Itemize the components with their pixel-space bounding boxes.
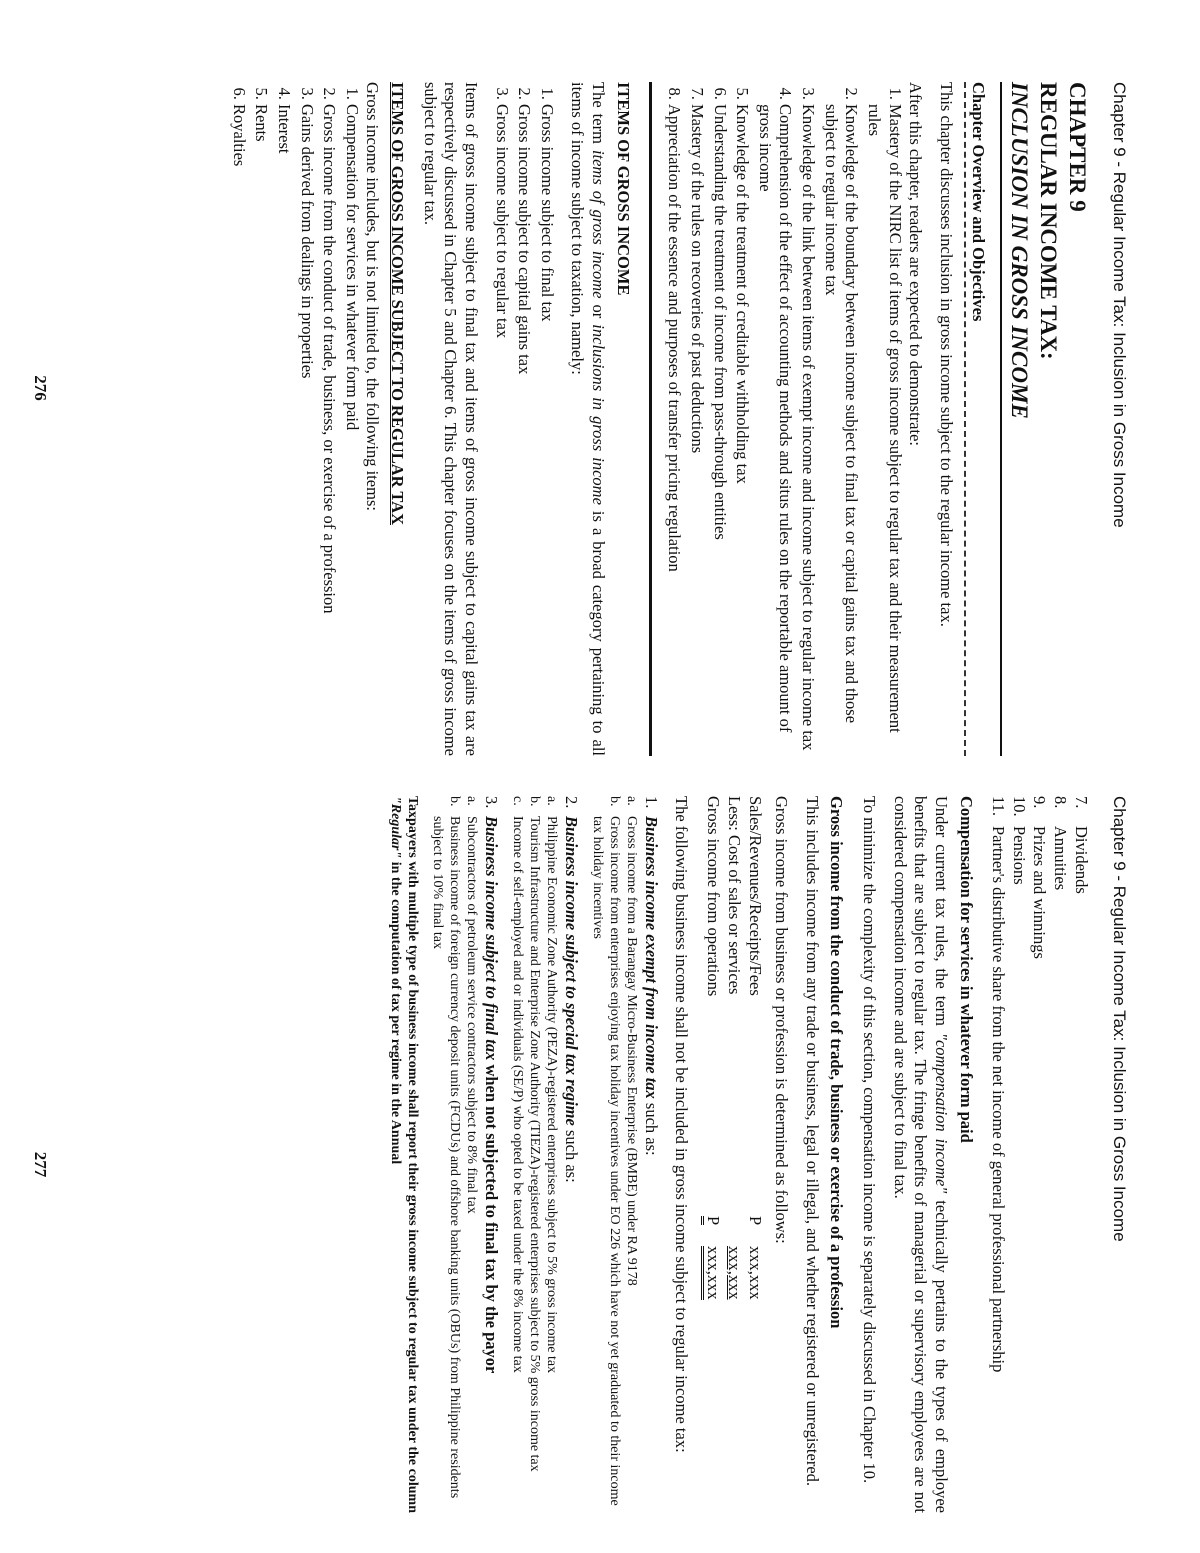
items-term-2: inclusions in gross income [589,324,609,505]
objective-item: 5. Knowledge of the treatment of creditable withholding tax [732,104,753,756]
regular-list [228,82,362,756]
table-row [701,796,723,1513]
list-item: 1. Gross income subject to final tax [536,104,557,756]
closing-text [387,796,421,1513]
list-item: 2. Gross income subject to capital gains tax [514,104,535,756]
group-3-items [429,796,480,1513]
row-label: Gross income from operations [704,796,724,997]
compensation-text [889,796,951,1513]
chapter-title: REGULAR INCOME TAX: [1036,82,1061,360]
items-text-a: The term [589,82,609,150]
objective-item: 3. Knowledge of the link between items of exempt income and income subject to regular income tax [798,104,819,756]
group-1: 1. Business income exempt from income tax such as: a. Gross income from a Barangay Micro-Business Enterprise (BMBE) under RA 9178 b. Gross income from enterprises enjoying tax holiday incentives under EO 226 which have not yet graduated to their income tax holiday incentives [589,796,661,1513]
page-number-right: 277 [31,1151,51,1178]
list-item: 7. Dividends [1071,796,1091,894]
compensation-heading: Compensation for services in whatever form paid [956,796,976,1143]
row-label: Less: Cost of sales or services [725,796,744,995]
group-2-title: Business income subject to special tax regime [561,816,581,1126]
row-amount: xxx,xxx [745,1246,765,1300]
objectives-intro: After this chapter, readers are expected to demonstrate: [906,82,926,446]
closing-term: "Regular" [387,796,403,859]
group-3: 3. Business income subject to final tax when not subjected to final tax by the payor a. Subcontractors of petroleum service contractors subject to 8% final tax b. Business income of foreign currency deposit units (FCDUs) and offshore banking units (OBUs) from Philippine residents subject to 10% final tax [429,796,501,1513]
group-2: 2. Business income subject to special tax regime such as: a. Philippine Economic Zone Authority (PEZA)-registered enterprises subject to 5% gross income tax b. Tourism Infrastructure and Enterprise Zone Authority (TIEZA)-registered enterprises subject to 5% gross income tax c. Income of self-employed and or individuals (SE/P) who opted to be taxed under the 8% income tax [509,796,581,1513]
page-277 [0,776,1200,1553]
following-text: The following business income shall not be included in gross income subject to regular income tax: [672,796,692,1453]
page-276 [0,0,1200,776]
running-head-right: Chapter 9 - Regular Income Tax: Inclusion in Gross Income [1110,796,1129,1242]
list-item: 3. Gains derived from dealings in properties [296,104,317,756]
items-paragraph: Items of gross income subject to final tax and items of gross income subject to capital gains tax are respectively discussed in Chapter 5 and Chapter 6. This chapter focuses on the items of gross income subject to regular tax. [420,82,481,756]
page-number-left: 276 [31,375,51,401]
list-item: 11. Partner's distributive share from the net income of general professional partnership [989,796,1009,1373]
running-head-left: Chapter 9 - Regular Income Tax: Inclusion in Gross Income [1110,82,1129,528]
row-amount: xxx,xxx [701,1246,722,1300]
list-item: a. Gross income from a Barangay Micro-Business Enterprise (BMBE) under RA 9178 [623,796,639,1286]
table-row [723,796,744,1513]
list-item: 3. Gross income subject to regular tax [491,104,512,756]
group-3-title: Business income subject to final tax [481,816,501,1061]
group-3-suffix: when not subjected to final tax by the payor [481,1060,501,1374]
overview-text: This chapter discusses inclusion in gross income subject to the regular income tax. [936,82,956,627]
list-item: b. Gross income from enterprises enjoying tax holiday incentives under EO 226 which have not yet graduated to their income tax holiday incentives [589,796,622,1506]
items-list [491,82,557,756]
row-currency: P [701,1216,722,1225]
regular-heading: ITEMS OF GROSS INCOME SUBJECT TO REGULAR TAX [388,82,408,526]
list-item: 1. Compensation for services in whatever form paid [341,104,362,756]
row-amount: xxx,xxx [725,1246,744,1300]
comp-term: "compensation income" [932,1033,951,1194]
group-2-items [509,796,560,1513]
row-currency: P [745,1216,765,1226]
list-item: b. Business income of foreign currency deposit units (FCDUs) and offshore banking units (OBUs) from Philippine residents subject to 10% final tax [430,796,463,1499]
row-label: Sales/Revenues/Receipts/Fees [745,796,765,996]
business-heading: Gross income from the conduct of trade, business or exercise of a profession [827,796,847,1329]
items-heading: ITEMS OF GROSS INCOME [613,82,633,296]
objective-item: 6. Understanding the treatment of income from pass-through entities [709,104,730,756]
list-item: a. Philippine Economic Zone Authority (PEZA)-registered enterprises subject to 5% gross income tax [544,796,560,1374]
list-item: 2. Gross income from the conduct of trade, business, or exercise of a profession [319,104,340,756]
gross-income-table [701,796,764,1513]
group-1-suffix: such as: [641,1098,661,1156]
list-item: 6. Royalties [228,104,249,756]
business-text: This includes income from any trade or business, legal or illegal, and whether registered or unregistered. [802,796,822,1487]
regular-intro: Gross income includes, but is not limited to, the following items: [363,82,383,511]
objective-item: 1. Mastery of the NIRC list of items of gross income subject to regular tax and their measurement rules [863,104,904,756]
list-item: 9. Prizes and winnings [1030,796,1050,959]
items-text-b: or [589,298,609,325]
list-item: 4. Interest [273,104,294,756]
overview-heading: Chapter Overview and Objectives [964,82,989,756]
list-item: 8. Annuities [1051,796,1071,891]
list-item: b. Tourism Infrastructure and Enterprise Zone Authority (TIEZA)-registered enterprises subject to 5% gross income tax [527,796,543,1472]
objective-item: 4. Comprehension of the effect of accounting methods and situs rules on the reportable amount of gross income [754,104,795,756]
group-2-suffix: such as: [561,1125,581,1183]
objective-item: 7. Mastery of the rules on recoveries of past deductions [686,104,707,756]
items-text [567,82,608,756]
comp-text-a: Under current tax rules, the term [932,796,951,1034]
compensation-paragraph-2: To minimize the complexity of this section, compensation income is separately discussed in Chapter 10. [860,796,880,1484]
objectives-list-box [649,82,905,756]
objectives-list [664,82,905,756]
list-item: a. Subcontractors of petroleum service contractors subject to 8% final tax [464,796,480,1214]
chapter-subtitle: INCLUSION IN GROSS INCOME [1001,82,1034,756]
group-1-items [589,796,640,1513]
chapter-number: CHAPTER 9 [1064,82,1090,212]
objective-item: 8. Appreciation of the essence and purposes of transfer pricing regulation [664,104,685,756]
group-1-title: Business income exempt from income tax [641,816,661,1099]
list-item: 10. Pensions [1009,796,1029,885]
continued-list [988,796,1091,1513]
items-text-c: is a broad category pertaining to all items of income subject to taxation, namely: [568,82,609,756]
business-intro: Gross income from business or profession is determined as follows: [772,796,792,1244]
table-row [744,796,765,1513]
closing-b: in the computation of tax per regime in the Annual [387,858,403,1165]
list-item: c. Income of self-employed and or individuals (SE/P) who opted to be taxed under the 8% income tax [509,796,525,1373]
items-term-1: items of gross income [589,149,609,299]
comp-text-b: technically pertains to the types of employee benefits that are subject to regular tax. The fringe benefits of managerial or supervisory employees are not considered compensation income and are subject to final tax. [890,796,951,1513]
objective-item: 2. Knowledge of the boundary between income subject to final tax or capital gains tax and those subject to regular income tax [820,104,861,756]
closing-a: Taxpayers with multiple type of business income shall report their gross income subject to regular tax under the column [405,796,421,1513]
list-item: 5. Rents [251,104,272,756]
